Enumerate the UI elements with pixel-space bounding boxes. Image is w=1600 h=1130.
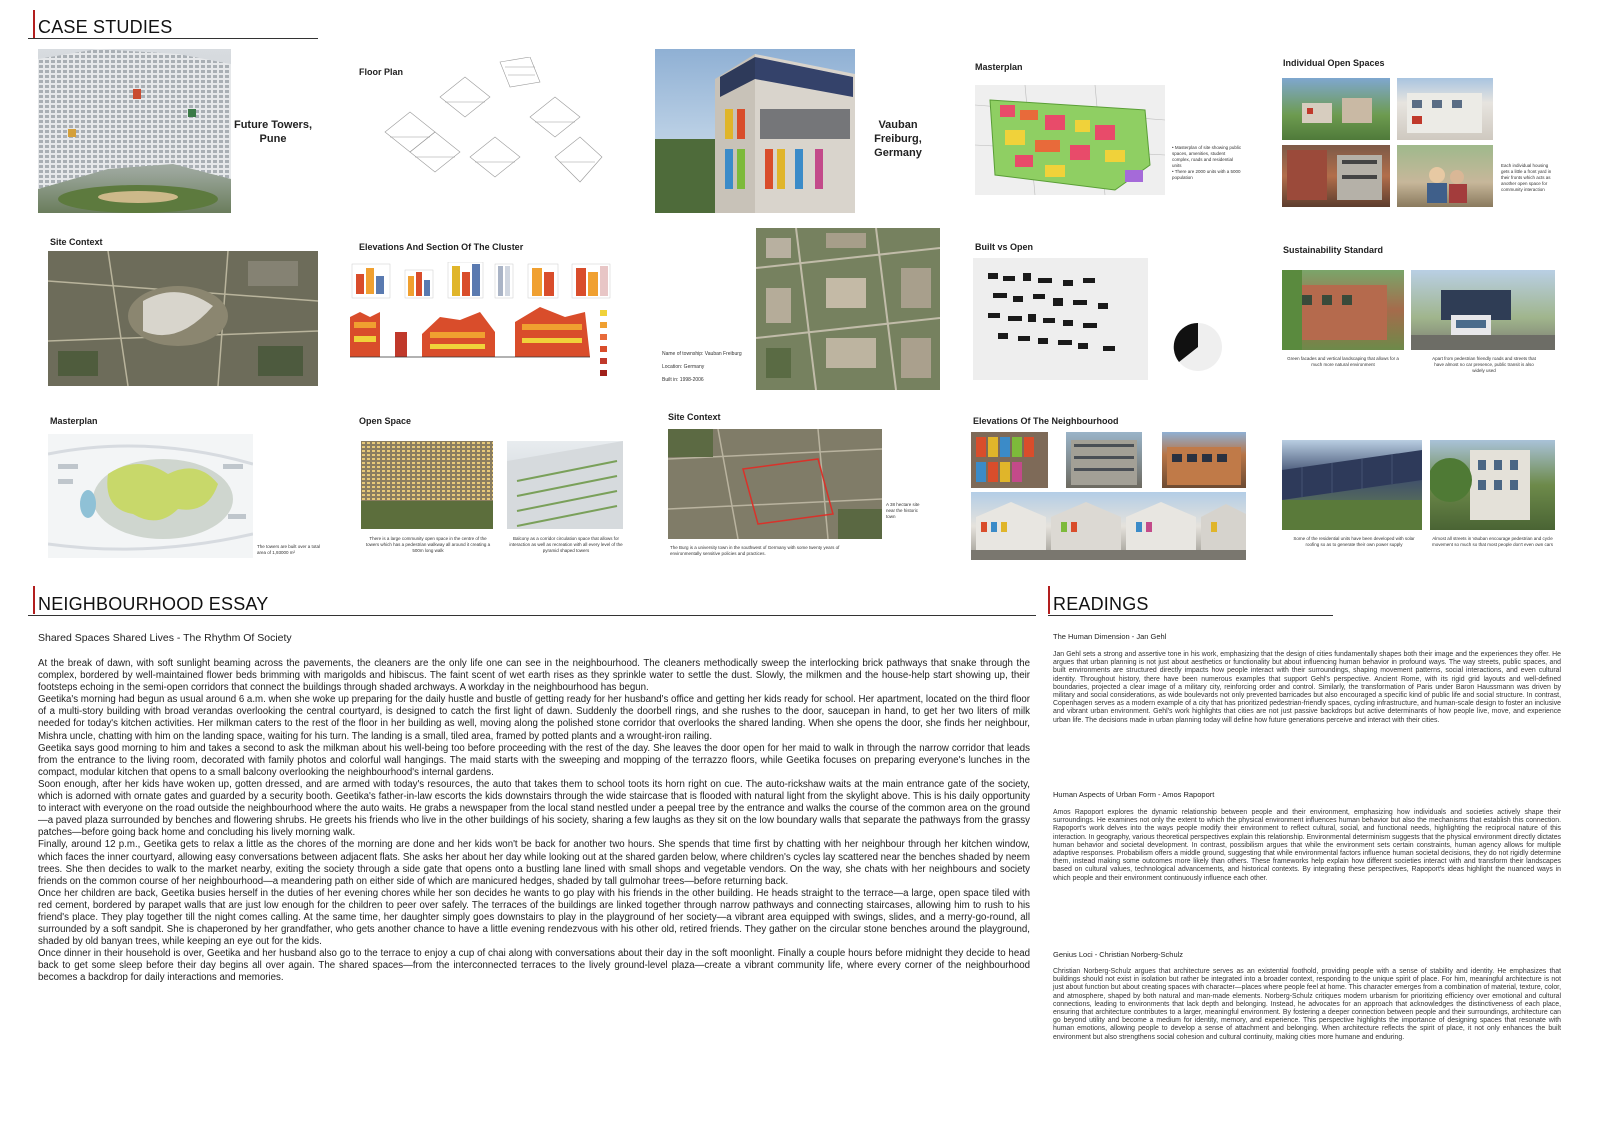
essay-title: NEIGHBOURHOOD ESSAY bbox=[38, 594, 269, 614]
vauban-photo bbox=[655, 49, 855, 213]
ft-masterplan-drawing bbox=[48, 434, 253, 558]
sustainability-label: Sustainability Standard bbox=[1283, 245, 1384, 255]
ft-open-space-caption-1: There is a large community open space in the centre of the towers which has a pedestrian walkway all around it creating a 500m long walk bbox=[365, 536, 491, 553]
future-towers-name: Future Towers, Pune bbox=[233, 119, 313, 145]
vauban-info-name: Name of township: Vauban Freiburg bbox=[662, 351, 742, 357]
ft-elevations-label: Elevations And Section Of The Cluster bbox=[359, 242, 524, 252]
essay-paragraph: Once dinner in their household is over, Geetika and her husband also go to the terrace to enjoy a cup of chai along with conversations about their day in the soft moonlight. Finally a couple hours before midnight they decide to head back to get some sleep before their day begins all over again. The shared spaces—from the interconnected terraces to the lively ground-level plaza—create a vibrant community life, where every corner of the neighbourhood becomes a backdrop for daily interactions and memories. bbox=[38, 948, 1030, 984]
open-space-photo-3 bbox=[1282, 145, 1390, 207]
built-open-pie-chart bbox=[1173, 322, 1223, 372]
reading-2-body: Amos Rapoport explores the dynamic relationship between people and their environment, emphasizing how individuals and societies actively shape their surroundings. He examines not only the extent to which the physical environment influences human behavior but also the mechanisms that establish this connection. Rapoport's work delves into the ways people modify their environment to reflect cultural, social, and functional needs, highlighting the reciprocal nature of this interaction. In geography, various theoretical perspectives explain this relationship. Environmental determinism suggests that the physical environment directly dictates human behavior and societal development. In contrast, possibilism argues that while the environment sets certain constraints, human agency allows for multiple adaptive responses. Probabilism offers a middle ground, suggesting that while environmental factors influence human societal decisions, they do not rigidly determine them, instead making some outcomes more likely than others. These frameworks help explain how different societies interact with and transform their landscapes based on cultural values, technological advancements, and historical contexts. By integrating these perspectives, Rapoport's ideas highlight the nuanced ways in which people and their environment continuously influence each other. bbox=[1053, 809, 1561, 882]
essay-subtitle: Shared Spaces Shared Lives - The Rhythm Of Society bbox=[38, 632, 292, 644]
case-studies-underline bbox=[28, 38, 318, 39]
reading-3-body: Christian Norberg-Schulz argues that architecture serves as an existential foothold, providing people with a sense of stability and identity. He emphasizes that buildings should not exist in isolation but rather be integrated into a broader context, responding to the unique spirit of place. For him, meaningful architecture is not just about function but about creating spaces with character—places where people feel at home. This character emerges from a combination of material, texture, color, and atmosphere, shaped by both natural and man-made elements. Norberg-Schulz critiques modern urbanism for prioritizing efficiency over emotional and cultural connections, leading to environments that lack depth and belonging. Instead, he advocates for an approach that acknowledges the distinctiveness of each place, ensuring that architecture contributes to a larger, meaningful environment. By fostering a deeper connection between people and their surroundings, architecture can go beyond utility and become a medium for identity, memory, and experience. This perspective highlights the importance of designing spaces that resonate with human emotions, allowing people to develop a sense of attachment and belonging. When architecture reflects the spirit of place, it not only enhances the built environment but also strengthens social cohesion and cultural continuity, making cities more humane and enduring. bbox=[1053, 968, 1561, 1041]
vauban-site-context-note: A 38 hectare site near the historic town bbox=[886, 502, 920, 519]
sustainability-photo-2 bbox=[1411, 270, 1555, 350]
floor-plan-label: Floor Plan bbox=[359, 67, 404, 77]
vauban-masterplan-label: Masterplan bbox=[975, 62, 1023, 72]
vauban-site-context-label: Site Context bbox=[668, 412, 721, 422]
ft-masterplan-label: Masterplan bbox=[50, 416, 98, 426]
vauban-info-built: Built in: 1998-2006 bbox=[662, 377, 704, 383]
essay-paragraph: Geetika's morning had begun as usual around 6 a.m. when she woke up preparing for the daily hustle and bustle of getting ready for her husband's office and getting her kids ready for school. Her apartment, located on the third floor of a multi-story building with broad verandas overlooking the central courtyard, is designed to catch the first light of dawn. Suddenly the doorbell rings, and she rushes to the door, saucepan in hand, to get her two liters of milk needed for today's kitchen activities. Her milkman caters to the rest of the floor in her building as well, moving along the polished stone corridor that overlooks the shared landing. When she opens the door, she finds her neighbour, Mishra uncle, chatting with him on the landing space, waiting for his turn. The landing is a small, tiled area, framed by potted plants and a wrought-iron railing. bbox=[38, 694, 1030, 742]
essay-paragraph: Once her children are back, Geetika busies herself in the duties of her evening chores while her son decides he wants to go play with his friends in the other building. He heads straight to the terrace—a large, open space tiled with red cement, bordered by parapet walls that are just low enough for the children to peer over safely. The terraces of the buildings are linked together through narrow pathways and connecting staircases, allowing him to rush to his friend's place. They play together till the night comes calling. At the same time, her daughter simply goes downstairs to play in the playground of her society—a vibrant area equipped with swings, slides, and a merry-go-round, all surrounded by a soft sandpit. She is chaperoned by her grandfather, who gets another chance to have a little evening rendezvous with his other old, retired friends. They gather on the circular stone benches around the playground, shaded by old banyan trees, while keeping an eye out for the kids. bbox=[38, 887, 1030, 948]
essay-accent-bar bbox=[33, 586, 35, 614]
vauban-elevation-photo-2 bbox=[1066, 432, 1142, 488]
essay-paragraph: At the break of dawn, with soft sunlight beaming across the pavements, the cleaners are the only life one can see in the neighbourhood. The cleaners methodically sweep the interlocking brick pathways that snake through the complex, bordered by well-maintained flower beds brimming with marigolds and hibiscus. The faint scent of wet earth rises as they sprinkle water to settle the dust. Slowly, the milkmen and the house-help start showing up, their footsteps echoing in the semi-open corridors that connect the buildings through shaded archways. A workday in the neighbourhood has begun. bbox=[38, 658, 1030, 694]
vauban-aerial-photo bbox=[756, 228, 940, 390]
vauban-masterplan-map bbox=[975, 85, 1165, 195]
essay-paragraph: Soon enough, after her kids have woken up, gotten dressed, and are armed with today's resources, the auto that takes them to school toots its horn right on cue. The auto-rickshaw waits at the main entrance gate of the society, which is adorned with ornate gates and guarded by a security booth. Geetika's father-in-law escorts the kids downstairs through the wide staircase that is flooded with natural light from the skylight above. This is his daily opportunity to interact with everyone on the road outside the neighbourhood where the auto waits. He grabs a newspaper from the local stand nestled under a peepal tree by the entrance and walks the course of the common area on the ground—a paved plaza surrounded by benches and flowering shrubs. He greets his friends who live in the other buildings of his society, sharing a few laughs as they sit on the low boundary walls that separate the pathways from the grassy patches—before going back home and concluding his lively morning walk. bbox=[38, 778, 1030, 839]
vauban-name: Vauban Freiburg, Germany bbox=[874, 119, 922, 159]
vauban-elevation-panorama bbox=[971, 492, 1246, 560]
sustainability-photo-1 bbox=[1282, 270, 1404, 350]
essay-paragraph: Geetika says good morning to him and takes a second to ask the milkman about his well-being too before proceeding with the rest of the day. She leaves the door open for her maid to walk in through the narrow corridor that leads from the entrance to the living room, decorated with family photos and colorful wall hangings. The maid starts with the sweeping and mopping of the terrazzo floors, while Geetika focuses on preparing everyone's lunches in the compact, modular kitchen that opens to a small balcony overlooking the neighbourhood's internal gardens. bbox=[38, 742, 1030, 778]
vauban-elevation-photo-1 bbox=[971, 432, 1048, 488]
essay-paragraph: Finally, around 12 p.m., Geetika gets to relax a little as the chores of the morning are done and her kids won't be back for another two hours. She spends that time first by chatting with her neighbour through her kitchen window, which faces the inner courtyard, allowing easy conversations between adjacent flats. She asks her about her day while looking out at the shared garden below, where children's cycles lay scattered near the benches shaded by neem trees. She then decides to walk to the market nearby, exiting the society through a side gate that opens onto a bustling lane lined with small shops and vegetable vendors. On the way, she chats with her neighbours and society friends on the common course of her neighbourhood—a meandering path on either side of which are manicured hedges, shaded by tall gulmohar trees—before returning back. bbox=[38, 839, 1030, 887]
ft-open-space-photo-1 bbox=[361, 441, 493, 529]
built-vs-open-map bbox=[973, 258, 1148, 380]
vauban-site-context-aerial bbox=[668, 429, 882, 539]
ft-open-space-label: Open Space bbox=[359, 416, 412, 426]
case-studies-accent-bar bbox=[33, 10, 35, 38]
ft-site-context-label: Site Context bbox=[50, 237, 103, 247]
ft-masterplan-caption: The towers are built over a total area of 1,93000 m² bbox=[257, 544, 321, 555]
ft-site-context-aerial bbox=[48, 251, 318, 386]
vauban-info-location: Location: Germany bbox=[662, 364, 705, 370]
reading-1-body: Jan Gehl sets a strong and assertive tone in his work, emphasizing that the design of cities fundamentally shapes both their image and the experiences they offer. He argues that urban planning is not just about aesthetics or functionality but about influencing human behavior in profound ways. The way streets, public spaces, and built environments are structured directly impacts how people interact with their surroundings, shaping movement patterns, social interactions, and even cultural identity. Throughout history, there have been numerous examples that support Gehl's perspective. Ancient Rome, with its rigid grid layouts and well-defined boundaries, projected a clear image of a military city, reinforcing order and control. Similarly, the transformation of Paris under Baron Haussmann was driven by military and social considerations, as wide boulevards not only prevented barricades but also encouraged a specific kind of public life and social structure. In contrast, Copenhagen serves as a modern example of a city that has prioritized pedestrian-friendly spaces, cycling infrastructure, and human-scale design to foster an inclusive and vibrant urban environment. Gehl's work highlights that cities are not just passive backdrops but active determinants of how people live, move, and experience urban life. The decisions made in urban planning today will define how future generations perceive and interact with their cities. bbox=[1053, 651, 1561, 724]
reading-3-title: Genius Loci - Christian Norberg-Schulz bbox=[1053, 950, 1184, 959]
masterplan-note-2: There are 2000 units with a 5000 population bbox=[1172, 169, 1241, 180]
ft-open-space-caption-2: Balcony as a corridor circulation space that allows for interaction as well as recreation with all every level of the pyramid shaped towers bbox=[509, 536, 623, 553]
essay-body bbox=[38, 658, 1030, 985]
open-space-photo-2 bbox=[1397, 78, 1493, 140]
open-space-photo-1 bbox=[1282, 78, 1390, 140]
masterplan-note-1: Masterplan of site showing public spaces, amenities, student complex, roads and residential units bbox=[1172, 145, 1242, 168]
reading-1-title: The Human Dimension - Jan Gehl bbox=[1053, 632, 1167, 641]
future-towers-photo bbox=[38, 49, 231, 213]
solar-caption-1: Some of the residential units have been developed with solar roofing so as to generate their own power supply bbox=[1293, 536, 1415, 547]
essay-underline bbox=[28, 615, 1036, 616]
built-vs-open-label: Built vs Open bbox=[975, 242, 1034, 252]
vauban-masterplan-notes: • Masterplan of site showing public spaces, amenities, student complex, roads and residential units • There are 2000 units with a 5000 population bbox=[1172, 145, 1242, 180]
sustain-caption-1: Green facades and vertical landscaping that allows for a much more natural environment bbox=[1287, 356, 1399, 367]
readings-title: READINGS bbox=[1053, 594, 1149, 614]
vauban-elevation-photo-3 bbox=[1162, 432, 1246, 488]
sustain-caption-2: Apart from pedestrian friendly roads and streets that have almost no car presence, public transit is also widely used bbox=[1432, 356, 1536, 373]
vauban-site-context-caption: The Burg is a university town in the southwest of Germany with some twenty years of environmentally sensitive policies and practices. bbox=[670, 545, 840, 556]
ft-elevations-drawing bbox=[350, 262, 640, 387]
ft-open-space-photo-2 bbox=[507, 441, 623, 529]
solar-roof-photo-2 bbox=[1430, 440, 1555, 530]
solar-caption-2: Almost all streets in Vauban encourage pedestrian and cycle movement so much so that most people don't even own cars bbox=[1432, 536, 1553, 547]
solar-roof-photo-1 bbox=[1282, 440, 1422, 530]
open-space-photo-4 bbox=[1397, 145, 1493, 207]
reading-2-title: Human Aspects of Urban Form - Amos Rapoport bbox=[1053, 790, 1215, 799]
readings-underline bbox=[1048, 615, 1333, 616]
case-studies-title: CASE STUDIES bbox=[38, 17, 173, 37]
vauban-elevations-label: Elevations Of The Neighbourhood bbox=[973, 416, 1119, 426]
individual-open-caption: Each individual housing gets a little a front yard in their fronts which acts as another open space for community interaction bbox=[1501, 163, 1552, 192]
readings-accent-bar bbox=[1048, 586, 1050, 614]
individual-open-label: Individual Open Spaces bbox=[1283, 58, 1385, 68]
vauban-info bbox=[662, 348, 762, 387]
floor-plan-drawing bbox=[380, 57, 605, 197]
